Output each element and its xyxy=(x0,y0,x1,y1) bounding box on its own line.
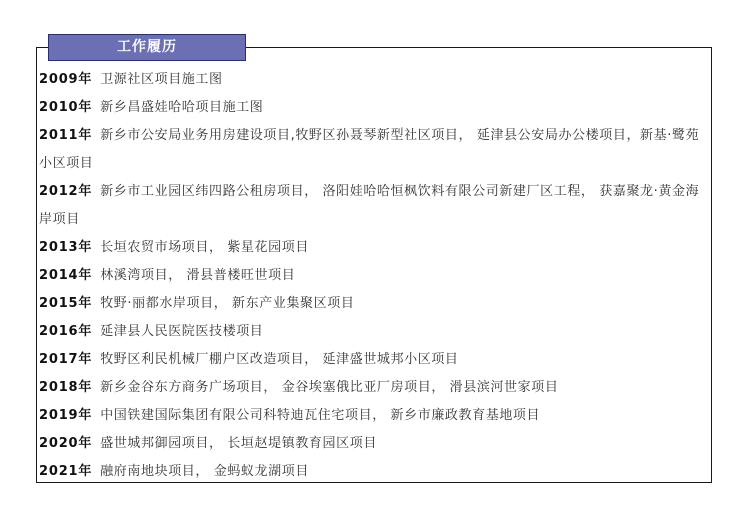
entry-text: 中国铁建国际集团有限公司科特迪瓦住宅项目， 新乡市廉政教育基地项目 xyxy=(100,408,541,423)
entry-year: 2014年 xyxy=(39,268,93,283)
entry-text: 新乡金谷东方商务广场项目， 金谷埃塞俄比亚厂房项目， 滑县滨河世家项目 xyxy=(100,380,559,395)
list-item xyxy=(39,430,709,458)
entry-year: 2018年 xyxy=(39,380,93,395)
list-item xyxy=(39,122,709,178)
entry-text: 延津县人民医院医技楼项目 xyxy=(100,324,264,339)
entry-text: 长垣农贸市场项目， 紫星花园项目 xyxy=(100,240,309,255)
entry-text: 融府南地块项目， 金蚂蚁龙湖项目 xyxy=(100,464,309,479)
list-item xyxy=(39,262,709,290)
entry-year: 2021年 xyxy=(39,464,93,479)
entry-year: 2017年 xyxy=(39,352,93,367)
list-item xyxy=(39,290,709,318)
entry-text: 新乡市公安局业务用房建设项目,牧野区孙聂琴新型社区项目， 延津县公安局办公楼项目，新基·鹭苑小区项目 xyxy=(39,128,700,171)
entry-text: 新乡昌盛娃哈哈项目施工图 xyxy=(100,100,264,115)
list-item xyxy=(39,402,709,430)
section-title: 工作履历 xyxy=(48,34,246,61)
entry-text: 林溪湾项目， 滑县普楼旺世项目 xyxy=(100,268,296,283)
entry-year: 2012年 xyxy=(39,184,93,199)
entry-year: 2009年 xyxy=(39,72,93,87)
list-item xyxy=(39,66,709,94)
entry-year: 2015年 xyxy=(39,296,93,311)
list-item xyxy=(39,346,709,374)
list-item xyxy=(39,234,709,262)
list-item xyxy=(39,458,709,486)
entry-text: 牧野·丽都水岸项目， 新东产业集聚区项目 xyxy=(100,296,355,311)
entry-year: 2020年 xyxy=(39,436,93,451)
work-history-list xyxy=(39,66,709,486)
entry-text: 卫源社区项目施工图 xyxy=(100,72,223,87)
entry-year: 2010年 xyxy=(39,100,93,115)
entry-year: 2011年 xyxy=(39,128,93,143)
list-item xyxy=(39,374,709,402)
list-item xyxy=(39,318,709,346)
entry-year: 2013年 xyxy=(39,240,93,255)
entry-text: 盛世城邦御园项目， 长垣赵堤镇教育园区项目 xyxy=(100,436,377,451)
entry-year: 2016年 xyxy=(39,324,93,339)
entry-year: 2019年 xyxy=(39,408,93,423)
list-item xyxy=(39,94,709,122)
list-item xyxy=(39,178,709,234)
entry-text: 牧野区利民机械厂棚户区改造项目， 延津盛世城邦小区项目 xyxy=(100,352,459,367)
entry-text: 新乡市工业园区纬四路公租房项目， 洛阳娃哈哈恒枫饮料有限公司新建厂区工程， 获嘉聚龙·黄金海岸项目 xyxy=(39,184,700,227)
